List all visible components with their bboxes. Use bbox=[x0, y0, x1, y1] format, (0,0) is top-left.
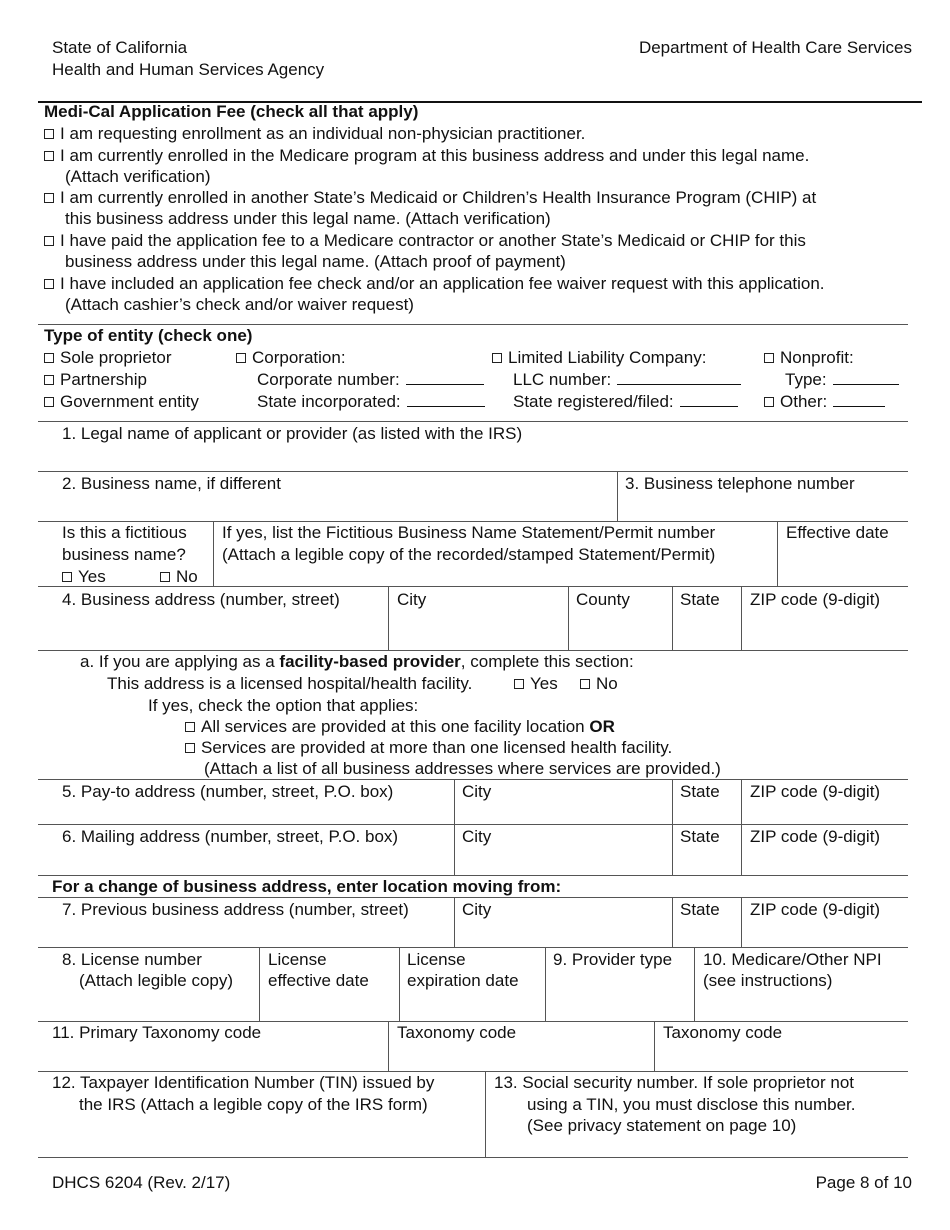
facility-option-one[interactable]: All services are provided at this one facility location OR bbox=[185, 716, 615, 737]
city-label: City bbox=[462, 782, 492, 801]
divider bbox=[568, 586, 569, 650]
legal-name-label: 1. Legal name of applicant or provider (as listed with the IRS) bbox=[62, 424, 523, 443]
divider bbox=[38, 1157, 908, 1158]
fbn-label: If yes, list the Fictitious Business Name Statement/Permit number bbox=[222, 523, 716, 542]
checkbox[interactable] bbox=[185, 743, 195, 753]
checkbox[interactable] bbox=[44, 279, 54, 289]
fictitious-no[interactable]: No bbox=[160, 566, 198, 587]
npi-label: 10. Medicare/Other NPI bbox=[703, 950, 882, 969]
fee-section-title: Medi-Cal Application Fee (check all that apply) bbox=[44, 102, 419, 121]
divider bbox=[454, 897, 455, 947]
checkbox[interactable] bbox=[62, 572, 72, 582]
entity-corporation[interactable]: Corporation: bbox=[236, 347, 346, 368]
fee-option-3[interactable]: I am currently enrolled in another State’s Medicaid or Children’s Health Insurance Program (CHIP) at bbox=[44, 187, 816, 208]
checkbox[interactable] bbox=[44, 129, 54, 139]
divider bbox=[672, 897, 673, 947]
divider bbox=[741, 586, 742, 650]
business-phone-label: 3. Business telephone number bbox=[625, 474, 855, 493]
checkbox[interactable] bbox=[44, 375, 54, 385]
checkbox[interactable] bbox=[160, 572, 170, 582]
facility-option-note: (Attach a list of all business addresses where services are provided.) bbox=[204, 759, 721, 778]
entity-other[interactable]: Other: bbox=[764, 391, 885, 412]
entity-nonprofit[interactable]: Nonprofit: bbox=[764, 347, 854, 368]
change-address-heading: For a change of business address, enter location moving from: bbox=[52, 877, 562, 896]
checkbox[interactable] bbox=[764, 353, 774, 363]
llc-number-field[interactable]: LLC number: bbox=[513, 369, 741, 390]
entity-section-title: Type of entity (check one) bbox=[44, 326, 253, 345]
provider-type-label: 9. Provider type bbox=[553, 950, 673, 969]
tin-label: 12. Taxpayer Identification Number (TIN) issued by bbox=[52, 1073, 435, 1092]
state-incorporated-field[interactable]: State incorporated: bbox=[257, 391, 485, 412]
license-number-note: (Attach legible copy) bbox=[79, 971, 234, 990]
city-label: City bbox=[462, 827, 492, 846]
divider bbox=[388, 1021, 389, 1071]
business-address-label: 4. Business address (number, street) bbox=[62, 590, 340, 609]
entity-government[interactable]: Government entity bbox=[44, 391, 199, 412]
checkbox[interactable] bbox=[44, 397, 54, 407]
city-label: City bbox=[462, 900, 492, 919]
divider bbox=[38, 471, 908, 472]
divider bbox=[545, 947, 546, 1021]
license-number-label: 8. License number bbox=[62, 950, 202, 969]
pay-to-address-label: 5. Pay-to address (number, street, P.O. box) bbox=[62, 782, 394, 801]
fee-option-5-line2: (Attach cashier’s check and/or waiver request) bbox=[65, 295, 414, 314]
fictitious-question-line2: business name? bbox=[62, 545, 186, 564]
state-label: State bbox=[680, 900, 720, 919]
checkbox[interactable] bbox=[44, 353, 54, 363]
entity-partnership[interactable]: Partnership bbox=[44, 369, 147, 390]
divider bbox=[259, 947, 260, 1021]
nonprofit-type-field[interactable]: Type: bbox=[785, 369, 899, 390]
tin-note: the IRS (Attach a legible copy of the IRS form) bbox=[79, 1095, 428, 1114]
header-agency: Health and Human Services Agency bbox=[52, 60, 325, 79]
zip-label: ZIP code (9-digit) bbox=[750, 590, 881, 609]
primary-taxonomy-label: 11. Primary Taxonomy code bbox=[52, 1023, 262, 1042]
license-effective-label-line2: effective date bbox=[268, 971, 369, 990]
license-effective-label: License bbox=[268, 950, 327, 969]
zip-label: ZIP code (9-digit) bbox=[750, 782, 881, 801]
facility-no[interactable]: No bbox=[580, 673, 618, 694]
divider bbox=[38, 421, 908, 422]
zip-label: ZIP code (9-digit) bbox=[750, 827, 881, 846]
entity-llc[interactable]: Limited Liability Company: bbox=[492, 347, 706, 368]
state-label: State bbox=[680, 590, 720, 609]
divider bbox=[38, 824, 908, 825]
state-label: State bbox=[680, 782, 720, 801]
facility-yes[interactable]: Yes bbox=[514, 673, 558, 694]
taxonomy-code-label: Taxonomy code bbox=[397, 1023, 517, 1042]
divider bbox=[617, 471, 618, 521]
business-name-label: 2. Business name, if different bbox=[62, 474, 281, 493]
divider bbox=[741, 897, 742, 947]
ssn-note: using a TIN, you must disclose this number. bbox=[527, 1095, 856, 1114]
fee-option-5[interactable]: I have included an application fee check and/or an application fee waiver request with this application. bbox=[44, 273, 825, 294]
license-expiration-label: License bbox=[407, 950, 466, 969]
checkbox[interactable] bbox=[514, 679, 524, 689]
entity-sole-proprietor[interactable]: Sole proprietor bbox=[44, 347, 172, 368]
divider bbox=[654, 1021, 655, 1071]
checkbox[interactable] bbox=[236, 353, 246, 363]
state-registered-field[interactable]: State registered/filed: bbox=[513, 391, 738, 412]
effective-date-label: Effective date bbox=[786, 523, 889, 542]
county-label: County bbox=[576, 590, 630, 609]
divider bbox=[694, 947, 695, 1021]
checkbox[interactable] bbox=[764, 397, 774, 407]
divider bbox=[672, 779, 673, 875]
form-id: DHCS 6204 (Rev. 2/17) bbox=[52, 1173, 231, 1192]
facility-option-multiple[interactable]: Services are provided at more than one licensed health facility. bbox=[185, 737, 672, 758]
mailing-address-label: 6. Mailing address (number, street, P.O. box) bbox=[62, 827, 399, 846]
divider bbox=[38, 586, 908, 587]
divider bbox=[454, 779, 455, 875]
city-label: City bbox=[397, 590, 427, 609]
divider bbox=[672, 586, 673, 650]
divider bbox=[777, 521, 778, 586]
license-expiration-label-line2: expiration date bbox=[407, 971, 519, 990]
checkbox[interactable] bbox=[185, 722, 195, 732]
divider bbox=[213, 521, 214, 586]
divider bbox=[38, 947, 908, 948]
previous-address-label: 7. Previous business address (number, street) bbox=[62, 900, 409, 919]
divider bbox=[388, 586, 389, 650]
facility-instruction: If yes, check the option that applies: bbox=[148, 696, 419, 715]
fbn-note: (Attach a legible copy of the recorded/stamped Statement/Permit) bbox=[222, 545, 716, 564]
fictitious-question: Is this a fictitious bbox=[62, 523, 187, 542]
header-state: State of California bbox=[52, 38, 188, 57]
divider bbox=[38, 897, 908, 898]
corporate-number-field[interactable]: Corporate number: bbox=[257, 369, 484, 390]
checkbox[interactable] bbox=[44, 193, 54, 203]
divider bbox=[38, 779, 908, 780]
ssn-label: 13. Social security number. If sole proprietor not bbox=[494, 1073, 855, 1092]
fee-option-3-line2: this business address under this legal name. (Attach verification) bbox=[65, 209, 551, 228]
ssn-privacy-note: (See privacy statement on page 10) bbox=[527, 1116, 797, 1135]
fee-option-2[interactable]: I am currently enrolled in the Medicare program at this business address and under this legal name. bbox=[44, 145, 809, 166]
taxonomy-code-label-2: Taxonomy code bbox=[663, 1023, 783, 1042]
header-department: Department of Health Care Services bbox=[638, 38, 912, 57]
divider bbox=[741, 779, 742, 875]
checkbox[interactable] bbox=[492, 353, 502, 363]
state-label: State bbox=[680, 827, 720, 846]
checkbox[interactable] bbox=[44, 236, 54, 246]
zip-label: ZIP code (9-digit) bbox=[750, 900, 881, 919]
checkbox[interactable] bbox=[580, 679, 590, 689]
divider bbox=[399, 947, 400, 1021]
checkbox[interactable] bbox=[44, 151, 54, 161]
divider bbox=[485, 1071, 486, 1157]
page-number: Page 8 of 10 bbox=[815, 1173, 912, 1192]
fee-option-1[interactable]: I am requesting enrollment as an individual non-physician practitioner. bbox=[44, 123, 585, 144]
npi-note: (see instructions) bbox=[703, 971, 833, 990]
fee-option-2-line2: (Attach verification) bbox=[65, 167, 211, 186]
facility-heading: a. If you are applying as a facility-based provider, complete this section: bbox=[80, 652, 634, 671]
fee-option-4[interactable]: I have paid the application fee to a Medicare contractor or another State’s Medicaid or CHIP for this bbox=[44, 230, 806, 251]
fee-option-4-line2: business address under this legal name. (Attach proof of payment) bbox=[65, 252, 566, 271]
fictitious-yes[interactable]: Yes bbox=[62, 566, 106, 587]
facility-licensed-question: This address is a licensed hospital/health facility. bbox=[107, 674, 473, 693]
